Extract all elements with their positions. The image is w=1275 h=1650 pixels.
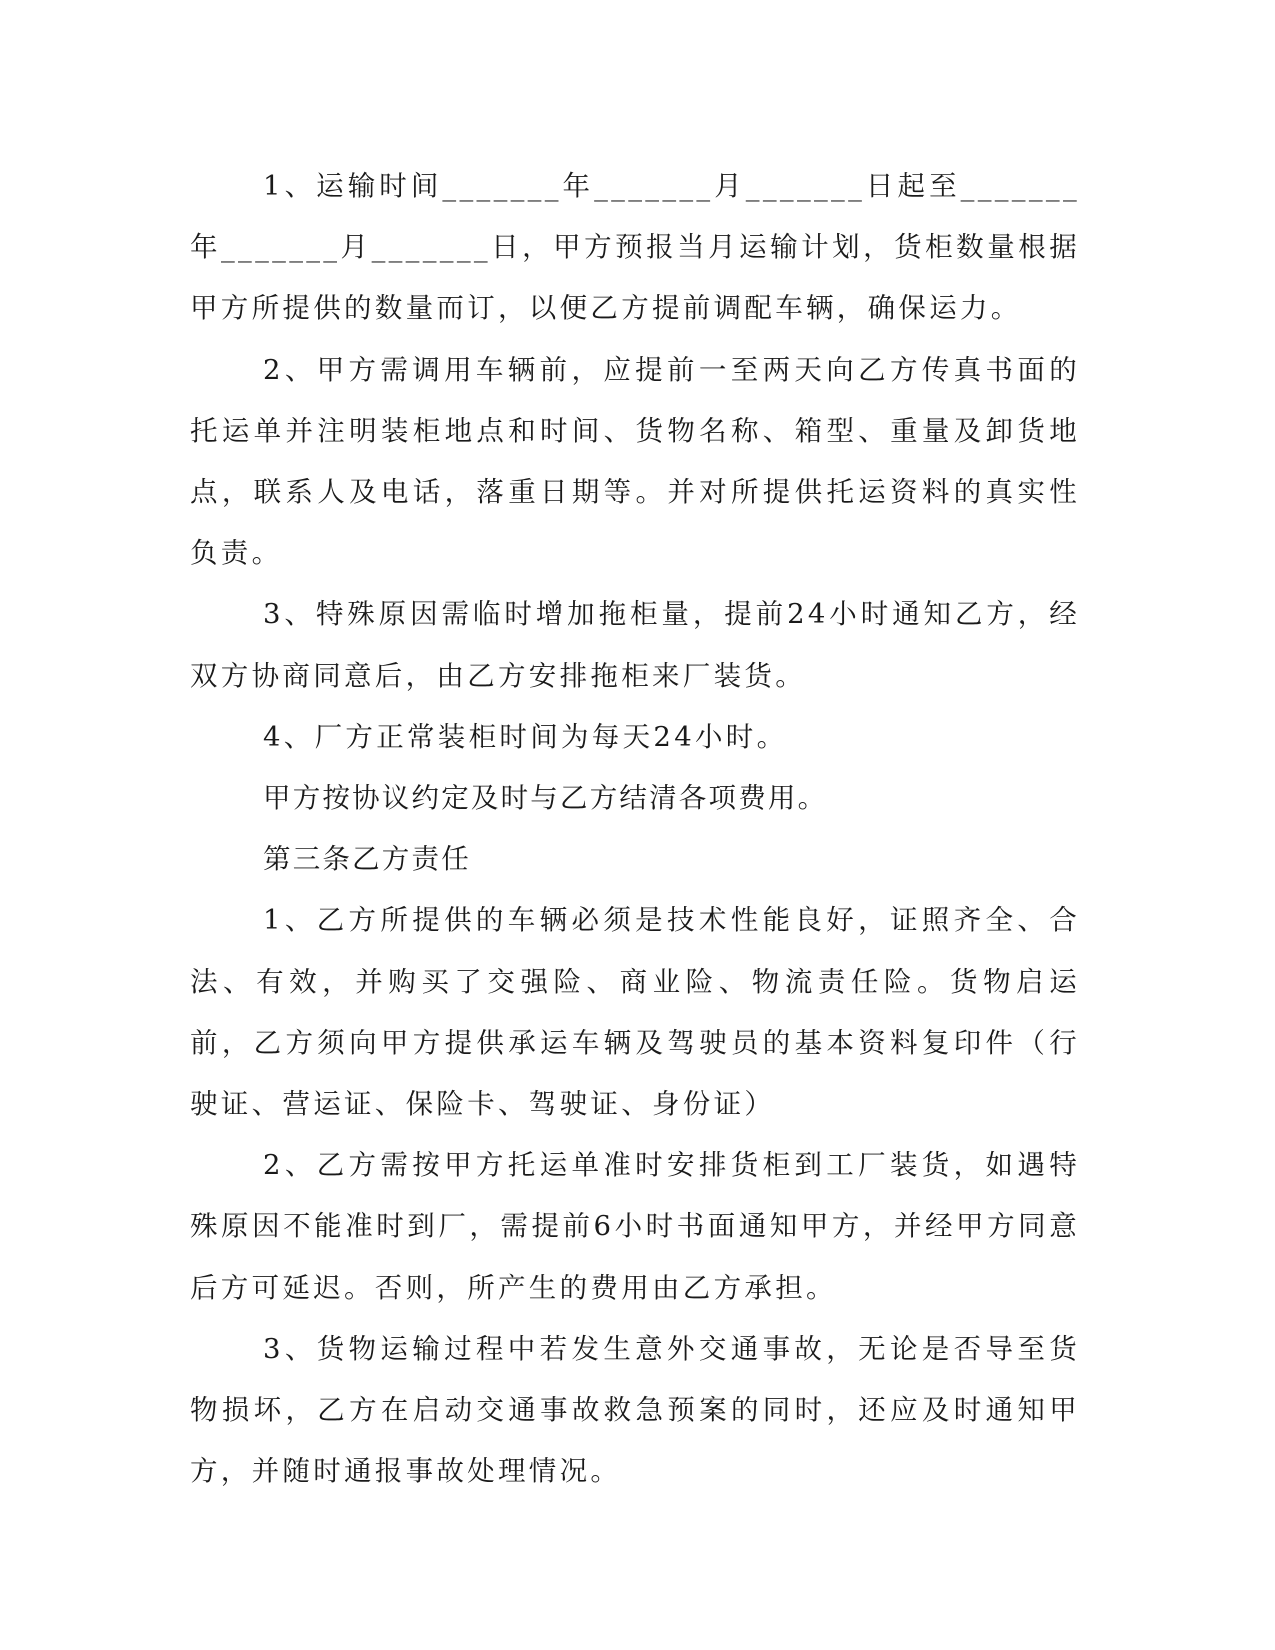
- paragraph-on-time-arrival: 2、乙方需按甲方托运单准时安排货柜到工厂装货，如遇特殊原因不能准时到厂，需提前6小时书面通知甲方，并经甲方同意后方可延迟。否则，所产生的费用由乙方承担。: [190, 1149, 1080, 1304]
- paragraph-settle-fees: 甲方按协议约定及时与乙方结清各项费用。: [263, 782, 828, 815]
- section-heading-article-three: 第三条乙方责任: [263, 843, 471, 876]
- paragraph-vehicle-request: 2、甲方需调用车辆前，应提前一至两天向乙方传真书面的托运单并注明装柜地点和时间、货物名称、箱型、重量及卸货地点，联系人及电话，落重日期等。并对所提供托运资料的真实性负责。: [190, 353, 1080, 570]
- paragraph-accident-report: 3、货物运输过程中若发生意外交通事故，无论是否导至货物损坏，乙方在启动交通事故救急预案的同时，还应及时通知甲方，并随时通报事故处理情况。: [190, 1332, 1080, 1488]
- paragraph-special-increase: 3、特殊原因需临时增加拖柜量，提前24小时通知乙方，经双方协商同意后，由乙方安排拖柜来厂装货。: [190, 598, 1080, 692]
- paragraph-transport-time: 1、运输时间_______年_______月_______日起至_______年_______月_______日，甲方预报当月运输计划，货柜数量根据甲方所提供的数量而订，以便乙方提前调配车辆，确保运力。: [190, 170, 1080, 325]
- document-body: [190, 156, 1080, 1502]
- paragraph-loading-hours: 4、厂方正常装柜时间为每天24小时。: [263, 720, 788, 753]
- paragraph-vehicle-requirements: 1、乙方所提供的车辆必须是技术性能良好，证照齐全、合法、有效，并购买了交强险、商业险、物流责任险。货物启运前，乙方须向甲方提供承运车辆及驾驶员的基本资料复印件（行驶证、营运证、保险卡、驾驶证、身份证）: [190, 904, 1080, 1121]
